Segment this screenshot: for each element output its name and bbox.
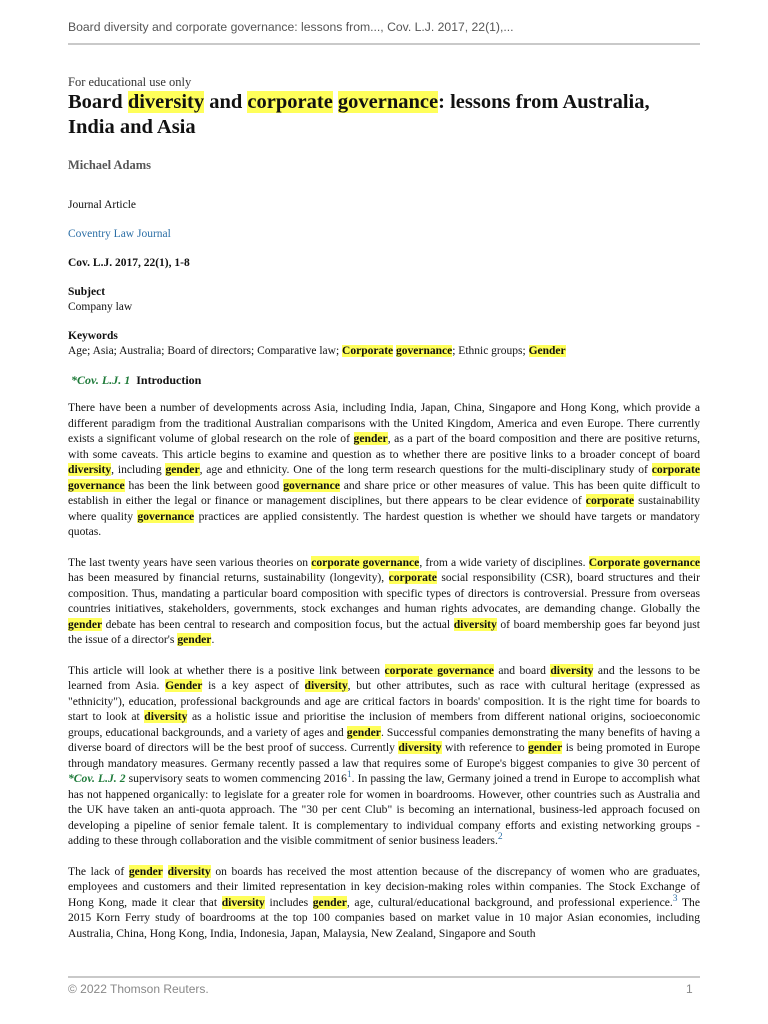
highlighted-term: diversity bbox=[304, 679, 348, 692]
highlighted-term: diversity bbox=[68, 463, 112, 476]
running-header: Board diversity and corporate governance: lessons from..., Cov. L.J. 2017, 22(1),... bbox=[68, 20, 514, 34]
highlighted-term: corporate bbox=[388, 571, 437, 584]
document-type: Journal Article bbox=[68, 199, 137, 211]
title-highlight-governance: governance bbox=[337, 91, 439, 113]
paragraph-text: , including bbox=[111, 463, 166, 476]
paragraph-text: and share price or other measures of value. This has been quite difficult to establish in either the legal or finance or management disciplines, but there appears to be clear evidence of bbox=[68, 478, 700, 507]
paragraph-text: sustainability where quality bbox=[68, 494, 700, 523]
paragraph-text: social responsibility (CSR), board structures and their composition. Thus, mandating a particular board composition with specific types of directors is controversial. Pressure from overseas countries initiatives, stakeholders, governments, stock exchanges and human rights advocates, are demanding change. Globally the bbox=[68, 571, 700, 615]
educational-use-notice: For educational use only bbox=[68, 75, 192, 89]
paragraph-text: This article will look at whether there is a positive link between bbox=[68, 663, 385, 677]
paragraph-text: debate has been central to research and composition focus, but the actual bbox=[102, 617, 454, 631]
paragraph-text: with reference to bbox=[441, 741, 529, 754]
highlighted-term: Corporate governance bbox=[588, 555, 701, 569]
paragraph-text: has been measured by financial returns, sustainability (longevity), bbox=[68, 571, 389, 584]
highlighted-term: diversity bbox=[398, 741, 442, 754]
title-highlight-corporate: corporate bbox=[247, 91, 333, 113]
paragraph-text: , from a wide variety of disciplines. bbox=[419, 555, 589, 569]
body-paragraph bbox=[68, 555, 700, 648]
keywords-label: Keywords bbox=[68, 330, 118, 342]
title-text: : lessons from Australia, India and Asia bbox=[68, 91, 650, 138]
footer-copyright: © 2022 Thomson Reuters. bbox=[68, 982, 209, 996]
title-text: and bbox=[204, 91, 248, 113]
subject-label: Subject bbox=[68, 286, 106, 298]
paragraph-text: of board membership goes far beyond just the issue of a director's bbox=[68, 617, 701, 646]
keyword-highlight: governance bbox=[396, 345, 453, 357]
highlighted-term: gender bbox=[312, 895, 347, 909]
highlighted-term: Gender bbox=[165, 679, 203, 692]
page-citation-marker: *Cov. L.J. 2 bbox=[68, 772, 126, 785]
highlighted-term: corporate bbox=[585, 494, 635, 507]
highlighted-term: gender bbox=[346, 725, 381, 739]
highlighted-term: gender bbox=[165, 463, 200, 476]
document-body bbox=[68, 74, 700, 941]
highlighted-term: diversity bbox=[550, 663, 594, 677]
title-text: Board bbox=[68, 91, 128, 113]
paragraph-text: . bbox=[211, 633, 215, 646]
paragraph-text bbox=[163, 865, 168, 878]
highlighted-term: gender bbox=[68, 617, 103, 631]
paragraph-text: on boards has received the most attention because of the discrepancy of women who are graduates, employees and customers and their limited representation in key decision-making roles within companies. The Stock Exchange of Hong Kong, made it clear that bbox=[68, 864, 700, 909]
subject-value: Company law bbox=[68, 301, 133, 313]
author-name: Michael Adams bbox=[68, 158, 151, 172]
paragraph-text: has been the link between good bbox=[124, 478, 284, 492]
keywords-value bbox=[68, 344, 700, 359]
section-heading bbox=[68, 373, 700, 388]
document-title bbox=[68, 90, 700, 140]
highlighted-term: diversity bbox=[453, 617, 497, 631]
highlighted-term: diversity bbox=[144, 710, 188, 723]
journal-link[interactable]: Coventry Law Journal bbox=[68, 228, 171, 240]
paragraph-text: The lack of bbox=[68, 864, 129, 878]
paragraph-text: is a key aspect of bbox=[202, 679, 305, 692]
paragraph-text: . In passing the law, Germany joined a trend in Europe to accomplish what has not happened organically: to legislate for a greater role for women in boardrooms. However, other countries such as Australia and the UK have taken an anti-quota approach. The "30 per cent Club" is becoming an international, business-led approach focused on developing a pipeline of senior female talent. It is complementary to individual company efforts and existing networking groups - adding to these through collaboration and the visible commitment of senior business leaders. bbox=[68, 772, 700, 847]
highlighted-term: diversity bbox=[167, 864, 211, 878]
page-citation-marker: *Cov. L.J. 1 bbox=[71, 373, 131, 387]
keyword-highlight: Corporate bbox=[342, 345, 394, 357]
highlighted-term: corporate governance bbox=[384, 663, 494, 677]
body-paragraph bbox=[68, 864, 700, 942]
section-heading-text: Introduction bbox=[136, 373, 202, 387]
paragraph-text: There have been a number of developments across Asia, including India, Japan, China, Singapore and Hong Kong, which provide a different paradigm from the traditional Australian comparisons with the United Kingdom, America and even Europe. There currently exists a significant volume of global research on the role of bbox=[68, 401, 700, 445]
highlighted-term: governance bbox=[283, 478, 340, 492]
body-paragraph bbox=[68, 400, 700, 540]
highlighted-term: diversity bbox=[221, 895, 265, 909]
paragraph-text: and the lessons to be learned from Asia. bbox=[68, 663, 700, 692]
highlighted-term: governance bbox=[137, 509, 195, 523]
citation: Cov. L.J. 2017, 22(1), 1-8 bbox=[68, 257, 190, 269]
body-paragraph bbox=[68, 663, 700, 849]
highlighted-term: gender bbox=[528, 741, 563, 754]
header-divider bbox=[68, 43, 700, 45]
paragraph-text: , age, cultural/educational background, and professional experience. bbox=[346, 895, 673, 909]
highlighted-term: corporate governance bbox=[311, 555, 420, 569]
keywords-text: Age; Asia; Australia; Board of directors; Comparative law; bbox=[68, 345, 343, 357]
paragraph-text: and board bbox=[493, 663, 551, 677]
page-number: 1 bbox=[686, 982, 693, 996]
paragraph-text: The 2015 Korn Ferry study of boardrooms at the top 100 companies based on market value in 10 major Asian economies, including Australia, China, Hong Kong, India, Indonesia, Japan, Malaysia, New Zealand, Singapore and South bbox=[68, 895, 700, 940]
paragraph-text: as a holistic issue and prioritise the inclusion of members from different national origins, socioeconomic groups, educational backgrounds, and a variety of ages and bbox=[68, 710, 700, 739]
paragraph-text: practices are applied consistently. The hardest question is whether we should have targets or mandatory quotas. bbox=[68, 509, 700, 538]
title-highlight-diversity: diversity bbox=[127, 91, 205, 113]
paragraph-text: includes bbox=[264, 895, 313, 909]
footnote-link[interactable]: 3 bbox=[672, 893, 678, 904]
paragraph-text: , but other attributes, such as race with cultural heritage (expressed as "ethnicity"), education, professional backgrounds and age are critical factors in boards' composition. It is the right time for boards to start to look at bbox=[68, 679, 701, 723]
paragraph-text: , as a part of the board composition and there are positive returns, with some caveats. This article begins to examine and question as to whether there are positive links to a broader concept of board bbox=[68, 432, 701, 461]
footnote-link[interactable]: 2 bbox=[497, 832, 503, 843]
paragraph-text: , age and ethnicity. One of the long term research questions for the multi-disciplinary study of bbox=[199, 463, 652, 476]
highlighted-term: corporate governance bbox=[68, 463, 700, 492]
highlighted-term: gender bbox=[353, 432, 388, 445]
footer-divider bbox=[68, 976, 700, 978]
keyword-highlight: Gender bbox=[528, 345, 566, 357]
highlighted-term: gender bbox=[177, 633, 212, 646]
highlighted-term: gender bbox=[128, 864, 163, 878]
paragraph-text: is being promoted in Europe through mandatory measures. Germany recently passed a law that requires some of Europe's biggest companies to give 30 percent of bbox=[68, 741, 700, 770]
paragraph-text: supervisory seats to women commencing 2016 bbox=[125, 772, 347, 785]
keywords-text: ; Ethnic groups; bbox=[452, 345, 529, 357]
paragraph-text: The last twenty years have seen various theories on bbox=[68, 555, 312, 569]
paragraph-text: . Successful companies demonstrating the many benefits of having a diverse board of directors will be the best proof of success. Currently bbox=[68, 725, 700, 754]
footnote-link[interactable]: 1 bbox=[346, 770, 352, 781]
